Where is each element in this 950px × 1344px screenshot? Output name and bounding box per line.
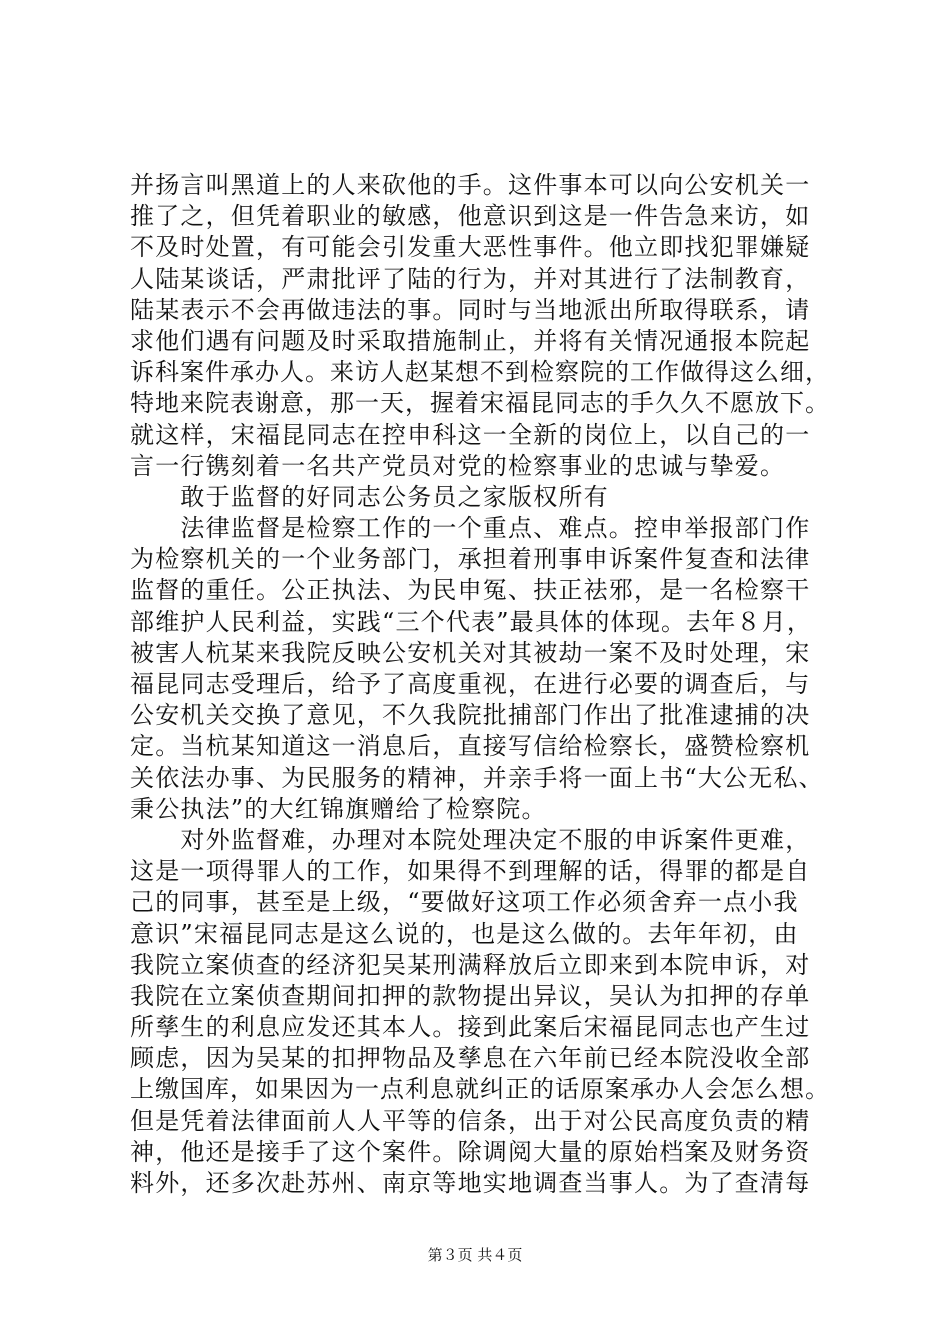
text-line: 监督的重任。公正执法、为民申冤、扶正祛邪，是一名检察干 (130, 576, 811, 605)
text-line: 己的同事，甚至是上级，“要做好这项工作必须舍弃一点小我 (130, 888, 799, 917)
text-line: 公安机关交换了意见，不久我院批捕部门作出了批准逮捕的决 (130, 701, 811, 730)
text-line: 福昆同志受理后，给予了高度重视，在进行必要的调查后，与 (130, 670, 811, 698)
text-line: 诉科案件承办人。来访人赵某想不到检察院的工作做得这么细， (130, 358, 830, 387)
text-line: 陆某表示不会再做违法的事。同时与当地派出所取得联系，请 (130, 295, 811, 324)
text-line: 上缴国库，如果因为一点利息就纠正的话原案承办人会怎么想。 (130, 1075, 830, 1104)
text-line: 关依法办事、为民服务的精神，并亲手将一面上书“大公无私、 (130, 763, 824, 792)
text-line: 秉公执法”的大红锦旗赠给了检察院。 (130, 794, 547, 823)
text-line: 敢于监督的好同志公务员之家版权所有 (130, 482, 609, 511)
text-line: 并扬言叫黑道上的人来砍他的手。这件事本可以向公安机关一 (130, 171, 811, 199)
text-line: 特地来院表谢意，那一天，握着宋福昆同志的手久久不愿放下。 (130, 389, 830, 418)
document-body (130, 170, 830, 1199)
text-line: 法律监督是检察工作的一个重点、难点。控申举报部门作 (130, 514, 811, 543)
text-line: 意识”宋福昆同志是这么说的，也是这么做的。去年年初，由 (130, 919, 799, 948)
text-line: 定。当杭某知道这一消息后，直接写信给检察长，盛赞检察机 (130, 732, 811, 761)
text-line: 神，他还是接手了这个案件。除调阅大量的原始档案及财务资 (130, 1137, 811, 1166)
text-line: 言一行镌刻着一名共产党员对党的检察事业的忠诚与挚爱。 (130, 451, 786, 480)
text-line: 这是一项得罪人的工作，如果得不到理解的话，得罪的都是自 (130, 857, 811, 886)
text-line: 就这样，宋福昆同志在控申科这一全新的岗位上，以自己的一 (130, 420, 811, 449)
text-line: 我院立案侦查的经济犯吴某刑满释放后立即来到本院申诉，对 (130, 950, 811, 979)
text-line: 为检察机关的一个业务部门，承担着刑事申诉案件复查和法律 (130, 545, 811, 574)
text-line: 料外，还多次赴苏州、南京等地实地调查当事人。为了查清每 (130, 1169, 811, 1197)
text-line: 推了之，但凭着职业的敏感，他意识到这是一件告急来访，如 (130, 202, 811, 231)
text-line: 部维护人民利益，实践“三个代表”最具体的体现。去年８月， (130, 607, 813, 636)
text-line: 不及时处置，有可能会引发重大恶性事件。他立即找犯罪嫌疑 (130, 233, 811, 262)
page-footer: 第３页 共４页 (427, 1246, 523, 1264)
text-line: 所孳生的利息应发还其本人。接到此案后宋福昆同志也产生过 (130, 1013, 811, 1042)
text-line: 对外监督难，办理对本院处理决定不服的申诉案件更难， (130, 825, 811, 854)
text-line: 我院在立案侦查期间扣押的款物提出异议，吴认为扣押的存单 (130, 981, 811, 1010)
text-line: 人陆某谈话，严肃批评了陆的行为，并对其进行了法制教育， (130, 264, 811, 293)
text-line: 求他们遇有问题及时采取措施制止，并将有关情况通报本院起 (130, 326, 811, 355)
text-line: 但是凭着法律面前人人平等的信条，出于对公民高度负责的精 (130, 1106, 811, 1135)
text-line: 顾虑，因为吴某的扣押物品及孳息在六年前已经本院没收全部 (130, 1044, 811, 1073)
text-line: 被害人杭某来我院反映公安机关对其被劫一案不及时处理，宋 (130, 638, 811, 667)
